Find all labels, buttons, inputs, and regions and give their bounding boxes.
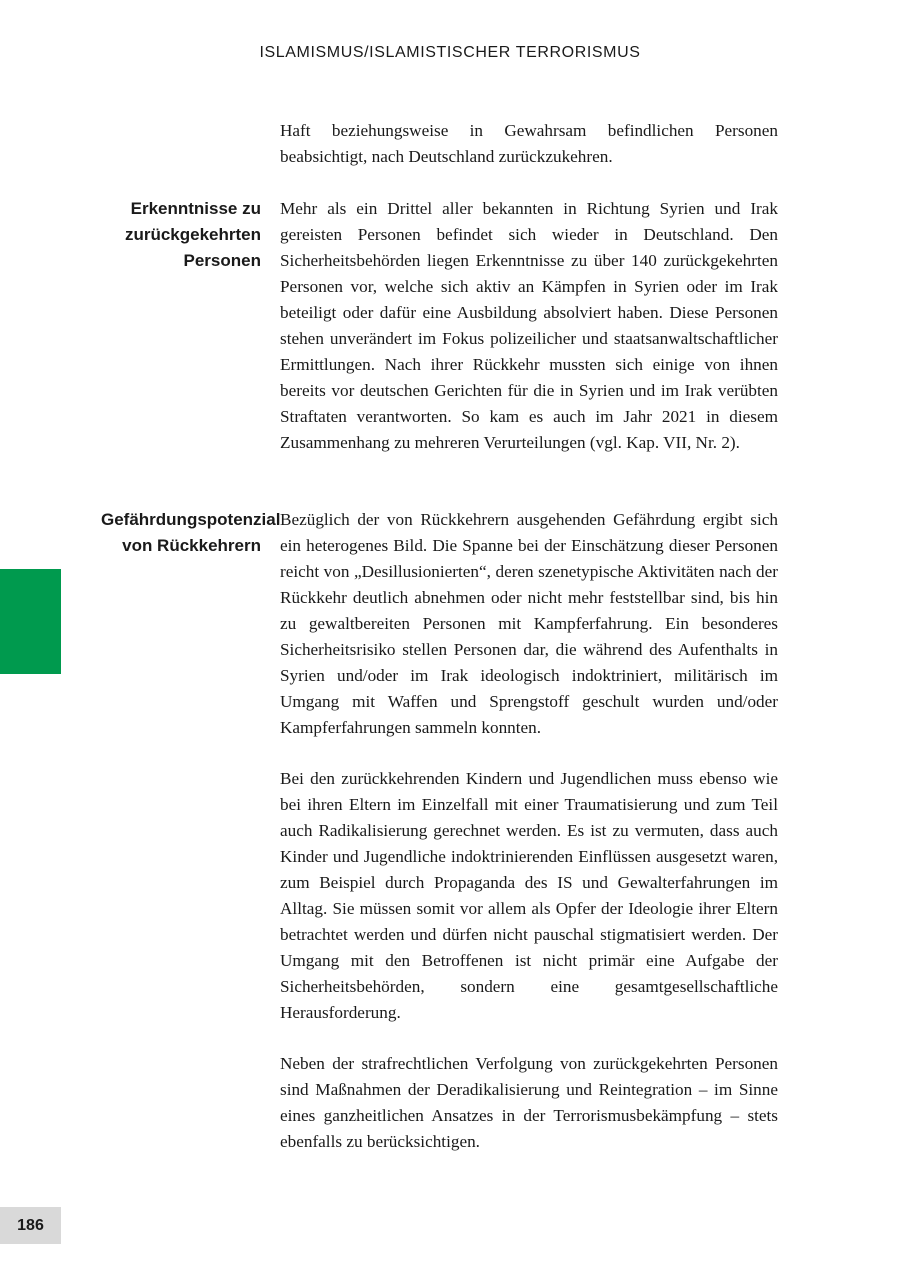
- running-header: ISLAMISMUS/ISLAMISTISCHER TERRORISMUS: [259, 44, 641, 61]
- side-heading-returnees-findings: Erkenntnisse zu zurückgekehrten Personen: [124, 199, 261, 270]
- side-heading-threat-potential: Gefährdungspotenzial von Rückkehrern: [101, 510, 281, 555]
- page-number: 186: [0, 1207, 61, 1244]
- paragraph-continuation: Haft beziehungsweise in Gewahrsam befindlichen Personen beabsichtigt, nach Deutschland zurückzukehren.: [280, 121, 778, 166]
- paragraph-returnees-findings: Mehr als ein Drittel aller bekannten in Richtung Syrien und Irak gereisten Personen befindet sich wieder in Deutschland. Den Sicherheitsbehörden liegen Erkenntnisse zu über 140 zurückgekehrten Personen vor, welche sich aktiv an Kämpfen in Syrien oder im Irak beteiligt oder dafür eine Ausbildung absolviert haben. Diese Personen stehen unverändert im Fokus polizeilicher und staatsanwaltschaftlicher Ermittlungen. Nach ihrer Rückkehr mussten sich einige von ihnen bereits vor deutschen Gerichten für die in Syrien und im Irak verübten Straftaten verantworten. So kam es auch im Jahr 2021 in diesem Zusammenhang zu mehreren Verurteilungen (vgl. Kap. VII, Nr. 2).: [280, 199, 778, 452]
- paragraph-deradicalisation: Neben der strafrechtlichen Verfolgung von zurückgekehrten Personen sind Maßnahmen der Deradikalisierung und Reintegration – im Sinne eines ganzheitlichen Ansatzes in der Terrorismusbekämpfung – stets ebenfalls zu berücksichtigen.: [280, 1054, 778, 1151]
- chapter-color-marker: [0, 569, 61, 674]
- paragraph-threat-potential: Bezüglich der von Rückkehrern ausgehenden Gefährdung ergibt sich ein heterogenes Bild. Die Spanne bei der Einschätzung dieser Personen reicht von „Desillusionierten“, deren szenetypische Aktivitäten nach der Rückkehr deutlich abnehmen oder nicht mehr feststellbar sind, bis hin zu gewaltbereiten Personen mit Kampferfahrung. Ein besonderes Sicherheitsrisiko stellen Personen dar, die während des Aufenthalts in Syrien und/oder im Irak ideologisch indoktriniert, militärisch im Umgang mit Waffen und Sprengstoff geschult wurden und/oder Kampferfahrungen sammeln konnten.: [280, 510, 778, 737]
- paragraph-children-youth: Bei den zurückkehrenden Kindern und Jugendlichen muss ebenso wie bei ihren Eltern im Einzelfall mit einer Traumatisierung und zum Teil auch Radikalisierung gerechnet werden. Es ist zu vermuten, dass auch Kinder und Jugendliche indoktrinierenden Einflüssen ausgesetzt waren, zum Beispiel durch Propaganda des IS und Gewalterfahrungen im Alltag. Sie müssen somit vor allem als Opfer der Ideologie ihrer Eltern betrachtet werden und dürfen nicht pauschal stigmatisiert werden. Der Umgang mit den Betroffenen ist nicht primär eine Aufgabe der Sicherheitsbehörden, sondern eine gesamtgesellschaftliche Herausforderung.: [280, 769, 778, 1022]
